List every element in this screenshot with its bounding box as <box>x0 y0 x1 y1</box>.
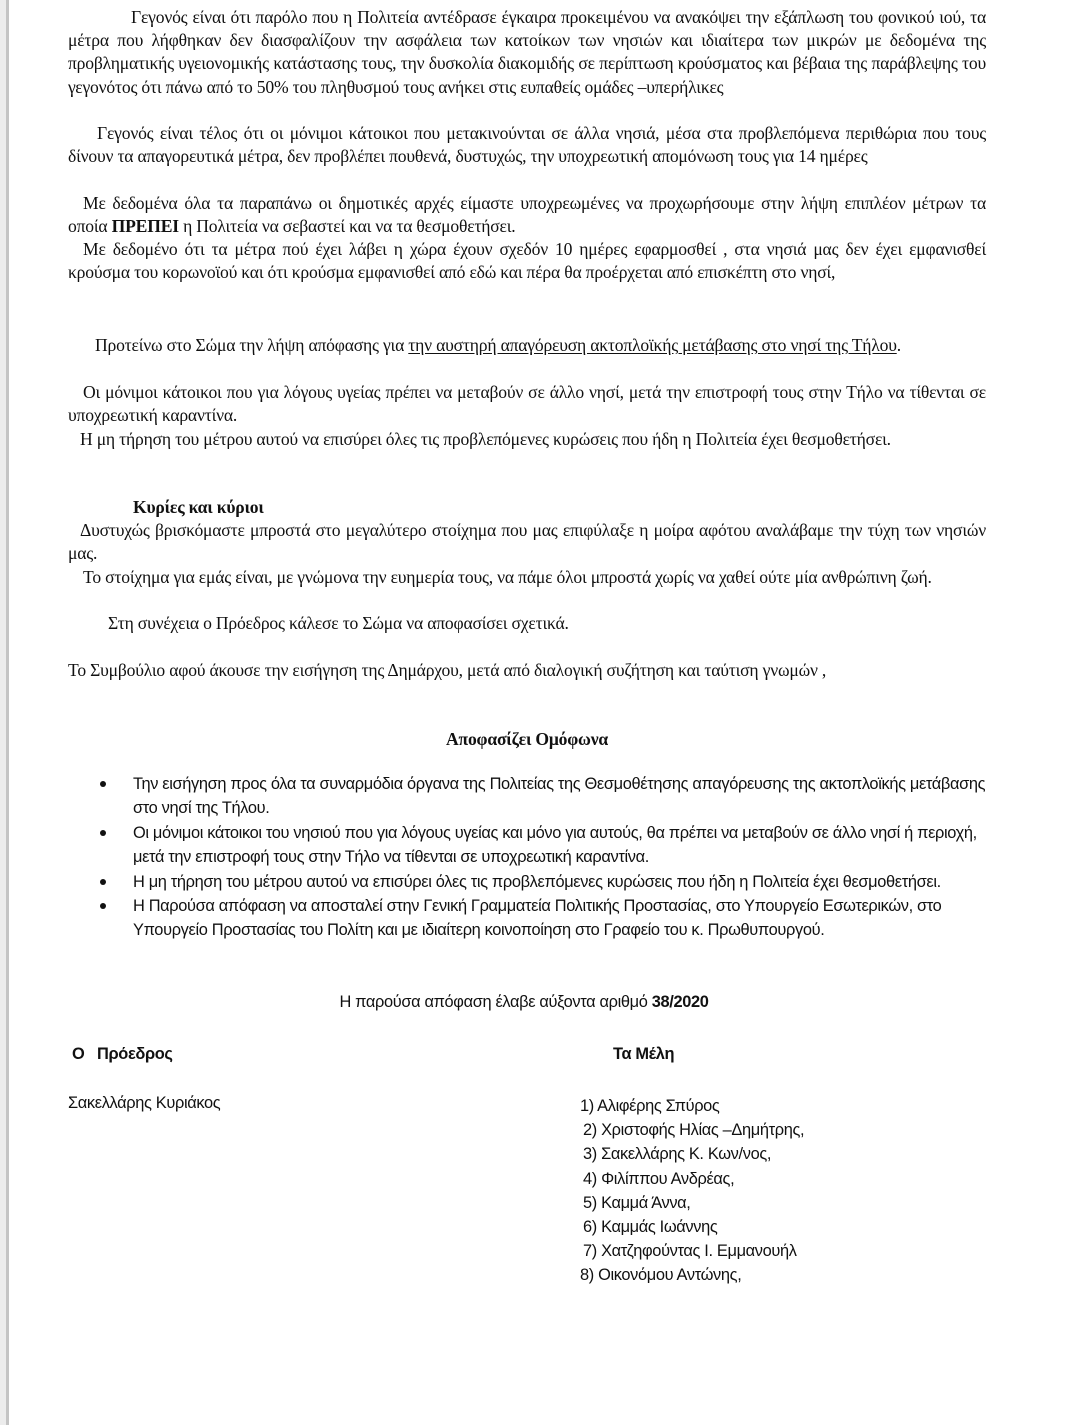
paragraph-text: . <box>896 335 901 355</box>
decision-heading: Αποφασίζει Ομόφωνα <box>446 729 608 749</box>
paragraph-text: Με δεδομένα όλα τα παραπάνω οι δημοτικές αρχές είμαστε υποχρεωμένες να προχωρήσουμε στην λήψη επιπλέον μέτρων τα οποία <box>68 193 986 237</box>
paragraph-no-cases: Με δεδομένο ότι τα μέτρα πού έχει λάβει η χώρα έχουν σχεδόν 10 ημέρες εφαρμοσθεί , στα νησιά μας δεν έχει εμφανισθεί κρούσμα του κορωνοϊού και ότι κρούσμα εμφανισθεί από εδώ και πέρα θα προέρχεται από επισκέπτη στο νησί, <box>68 239 986 283</box>
member-item: 7) Χατζηφούντας Ι. Εμμανουήλ <box>583 1242 797 1261</box>
member-item: 2) Χριστοφής Ηλίας –Δημήτρης, <box>583 1121 805 1140</box>
paragraph-text: Προτείνω στο Σώμα την λήψη απόφασης για <box>95 335 409 355</box>
paragraph-challenge: Δυστυχώς βρισκόμαστε μπροστά στο μεγαλύτερο στοίχημα που μας επιφύλαξε η μοίρα αφότου αναλάβαμε την τύχη των νησιών μας. <box>68 520 986 564</box>
bullet-icon <box>100 903 106 909</box>
president-name: Σακελλάρης Κυριάκος <box>68 1094 221 1112</box>
paragraph-facts-2: Γεγονός είναι τέλος ότι οι μόνιμοι κάτοικοι που μετακινούνται σε άλλα νησιά, μέσα στα προβλεπόμενα περιθώρια που τους δίνουν τα απαγορευτικά μέτρα, δεν προβλέπει πουθενά, δυστυχώς, την υποχρεωτική απομόνωση τους για 14 ημέρες <box>68 123 986 167</box>
bullet-icon <box>100 781 106 787</box>
member-item: 8) Οικονόμου Αντώνης, <box>580 1266 742 1285</box>
paragraph-council: Το Συμβούλιο αφού άκουσε την εισήγηση της Δημάρχου, μετά από διαλογική συζήτηση και ταύτιση γνωμών , <box>68 660 827 680</box>
decision-number-label: Η παρούσα απόφαση έλαβε αύξοντα αριθμό <box>339 993 652 1011</box>
member-item: 1) Αλιφέρης Σπύρος <box>580 1097 720 1115</box>
decision-list <box>90 772 990 943</box>
decision-item <box>90 894 990 943</box>
decision-item-text: Η Παρούσα απόφαση να αποσταλεί στην Γενική Γραμματεία Πολιτικής Προστασίας, στο Υπουργείο Εσωτερικών, στο Υπουργείο Προστασίας του Πολίτη και με ιδιαίτερη κοινοποίηση στο Γραφείο του κ. Πρωθυπουργού. <box>133 897 942 940</box>
emphasis-must: ΠΡΕΠΕΙ <box>111 216 179 237</box>
paragraph-president-call: Στη συνέχεια ο Πρόεδρος κάλεσε το Σώμα να αποφασίσει σχετικά. <box>108 613 569 633</box>
decision-item <box>90 772 990 821</box>
member-item: 5) Καμμά Άννα, <box>583 1193 691 1212</box>
paragraph-facts-1: Γεγονός είναι ότι παρόλο που η Πολιτεία αντέδρασε έγκαιρα προκειμένου να ανακόψει την εξάπλωση του φονικού ιού, τα μέτρα που λήφθηκαν δεν διασφαλίζουν την ασφάλεια των κατοίκων των νησιών και ιδιαίτερα των μικρών με δεδομένα της προβληματικής υγειονομικής κατάστασης τους, την δυσκολία διακομιδής σε περίπτωση κρούσματος και βέβαια της παράβλεψης του γεγονότος ότι πάνω από το 50% του πληθυσμού τους ανήκει στις ευπαθείς ομάδες –υπερήλικες <box>68 7 986 97</box>
paragraph-additional-measures <box>68 192 986 238</box>
member-item: 4) Φιλίππου Ανδρέας, <box>583 1169 735 1188</box>
proposal-underlined: την αυστηρή απαγόρευση ακτοπλοϊκής μετάβασης στο νησί της Τήλου <box>408 335 897 355</box>
decision-number: 38/2020 <box>651 993 709 1011</box>
paragraph-stake: Το στοίχημα για εμάς είναι, με γνώμονα την ευημερία τους, να πάμε όλοι μπροστά χωρίς να χαθεί ούτε μία ανθρώπινη ζωή. <box>83 567 932 587</box>
members-list <box>580 1094 804 1288</box>
member-item: 3) Σακελλάρης Κ. Κων/νος, <box>583 1145 772 1164</box>
president-label: Ο Πρόεδρος <box>72 1045 173 1063</box>
decision-item <box>90 870 990 894</box>
decision-number-line <box>0 993 1058 1012</box>
decision-item-text: Την εισήγηση προς όλα τα συναρμόδια όργανα της Πολιτείας της Θεσμοθέτησης απαγόρευσης της ακτοπλοϊκής μετάβασης στο νησί της Τήλου. <box>133 775 986 818</box>
salutation: Κυρίες και κύριοι <box>133 497 264 517</box>
decision-item <box>90 821 990 870</box>
member-item: 6) Καμμάς Ιωάννης <box>583 1218 718 1237</box>
paragraph-proposal <box>68 334 986 357</box>
paragraph-sanctions: Η μη τήρηση του μέτρου αυτού να επισύρει όλες τις προβλεπόμενες κυρώσεις που ήδη η Πολιτεία έχει θεσμοθετήσει. <box>80 429 891 449</box>
decision-item-text: Η μη τήρηση του μέτρου αυτού να επισύρει όλες τις προβλεπόμενες κυρώσεις που ήδη η Πολιτεία έχει θεσμοθετήσει. <box>133 872 941 891</box>
members-label: Τα Μέλη <box>613 1045 675 1063</box>
decision-item-text: Οι μόνιμοι κάτοικοι του νησιού που για λόγους υγείας και μόνο για αυτούς, θα πρέπει να μεταβούν σε άλλο νησί ή περιοχή, μετά την επιστροφή τους στην Τήλο να τίθενται σε υποχρεωτική καραντίνα. <box>133 823 977 867</box>
bullet-icon <box>100 830 106 836</box>
paragraph-quarantine: Οι μόνιμοι κάτοικοι που για λόγους υγείας πρέπει να μεταβούν σε άλλο νησί, μετά την επιστροφή τους στην Τήλο να τίθενται σε υποχρεωτική καραντίνα. <box>68 382 986 426</box>
paragraph-text: η Πολιτεία να σεβαστεί και να τα θεσμοθετήσει. <box>178 216 516 237</box>
bullet-icon <box>100 879 106 885</box>
